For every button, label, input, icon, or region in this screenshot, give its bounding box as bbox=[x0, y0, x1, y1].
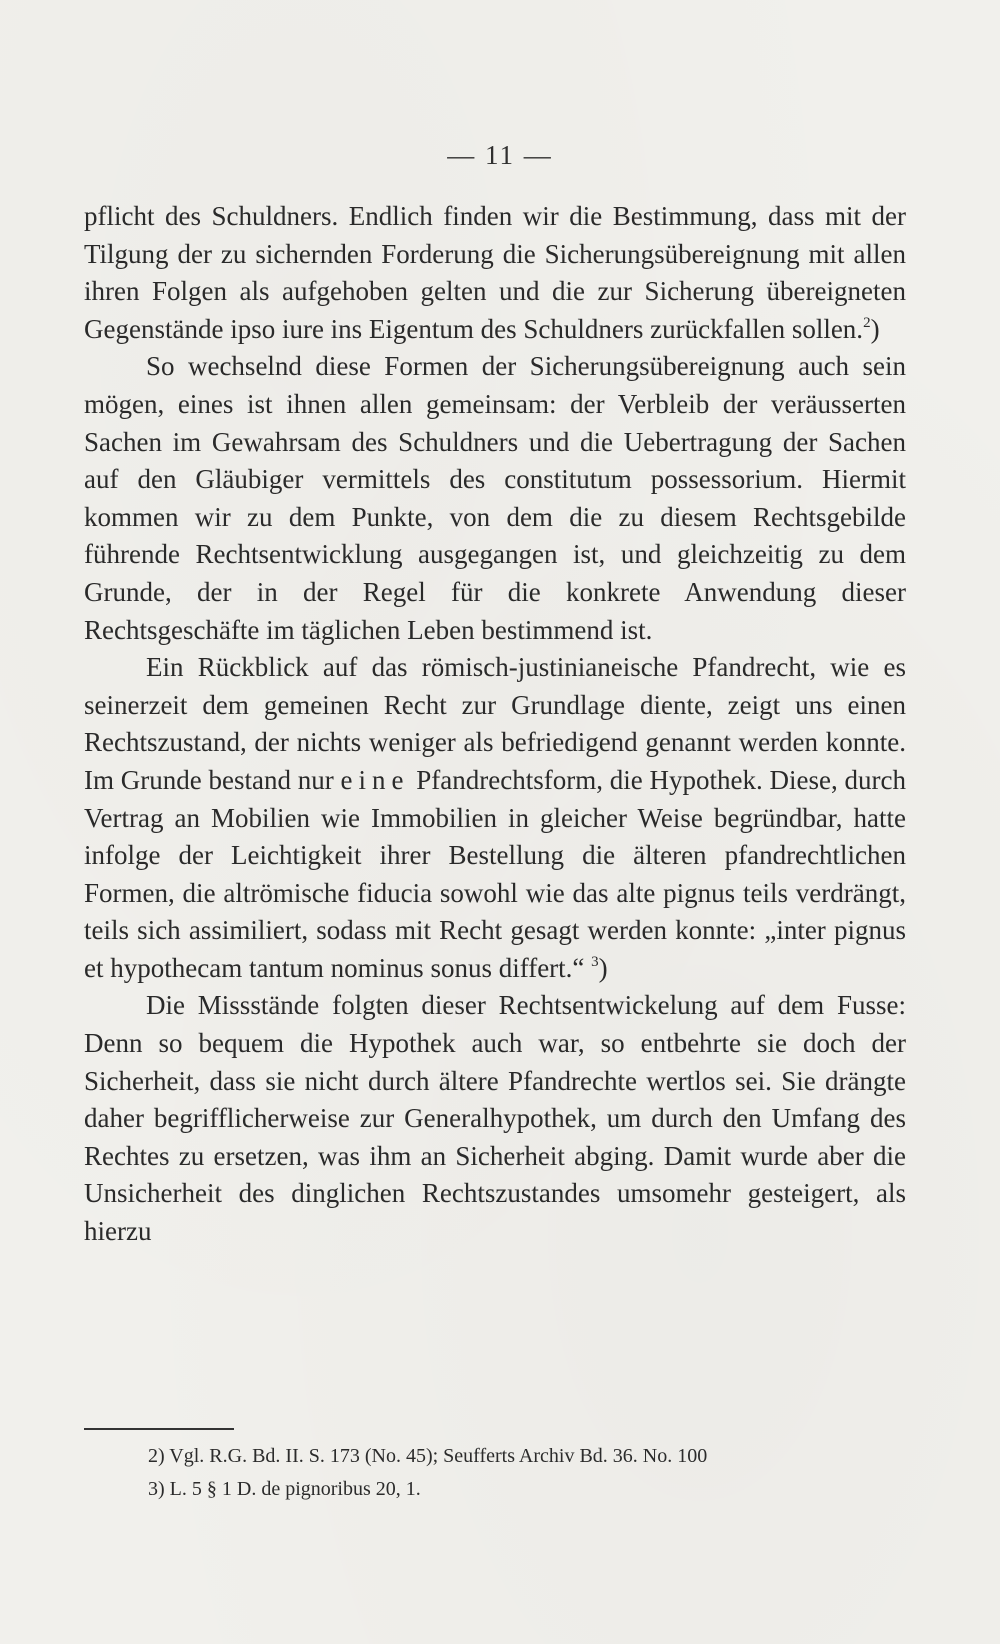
emphasized-text: eine bbox=[340, 764, 410, 795]
footnote-reference: 2 bbox=[863, 314, 871, 331]
paragraph-text: Die Missstände folgten dieser Rechtsentwickelung auf dem Fusse: Denn so bequem die Hypothek auch war, so entbehrte sie doch der Sicherheit, dass sie nicht durch ältere Pfandrechte wertlos sei. Sie drängte daher begrifflicherweise zur Generalhypothek, um durch den Umfang des Rechtes zu ersetzen, was ihm an Sicherheit abging. Damit wurde aber die Unsicherheit des dinglichen Rechtszustandes umsomehr gesteigert, als hierzu bbox=[84, 990, 906, 1247]
paragraph bbox=[84, 198, 906, 348]
paragraph-text: ) bbox=[598, 952, 608, 983]
footnote-divider bbox=[84, 1428, 234, 1430]
paragraph bbox=[84, 987, 906, 1250]
paragraph-text: pflicht des Schuldners. Endlich finden wir die Bestimmung, dass mit der Tilgung der zu sichernden Forderung die Sicherungsübereignung mit allen ihren Folgen als aufgehoben gelten und die zur Sicherung übereigneten Gegenstände ipso iure ins Eigentum des Schuldners zurückfallen sollen. bbox=[84, 201, 906, 344]
paragraph-text: Ein Rückblick auf das römisch-justinianeische Pfandrecht, wie es seinerzeit dem gemeinen Recht zur Grundlage diente, zeigt uns einen Rechtszustand, der nichts weniger als befriedigend genannt werden konnte. Im Grunde bestand nur bbox=[84, 652, 906, 795]
footnote-3: 3) L. 5 § 1 D. de pignoribus 20, 1. bbox=[148, 1478, 421, 1500]
paragraph-text: So wechselnd diese Formen der Sicherungsübereignung auch sein mögen, eines ist ihnen allen gemeinsam: der Verbleib der veräusserten Sachen im Gewahrsam des Schuldners und die Uebertragung der Sachen auf den Gläubiger vermittels des constitutum possessorium. Hiermit kommen wir zu dem Punkte, von dem die zu diesem Rechtsgebilde führende Rechtsentwicklung ausgegangen ist, und gleichzeitig zu dem Grunde, der in der Regel für die konkrete Anwendung dieser Rechtsgeschäfte im täglichen Leben bestimmend ist. bbox=[84, 351, 906, 645]
paragraph bbox=[84, 348, 906, 649]
page-number: — 11 — bbox=[447, 140, 553, 170]
paragraph-text: ) bbox=[870, 313, 880, 344]
body-text bbox=[84, 198, 906, 1251]
footnotes bbox=[148, 1440, 908, 1506]
footnote-reference: 3 bbox=[591, 953, 599, 970]
footnote-2: 2) Vgl. R.G. Bd. II. S. 173 (No. 45); Seufferts Archiv Bd. 36. No. 100 bbox=[148, 1445, 708, 1467]
paragraph-text: Pfandrechtsform, die Hypothek. Diese, durch Vertrag an Mobilien wie Immobilien in gleicher Weise begründbar, hatte infolge der Leichtigkeit ihrer Bestellung die älteren pfandrechtlichen Formen, die altrömische fiducia sowohl wie das alte pignus teils verdrängt, teils sich assimiliert, sodass mit Recht gesagt werden konnte: „inter pignus et hypothecam tantum nominus sonus differt.“ bbox=[84, 764, 906, 983]
paragraph bbox=[84, 649, 906, 987]
